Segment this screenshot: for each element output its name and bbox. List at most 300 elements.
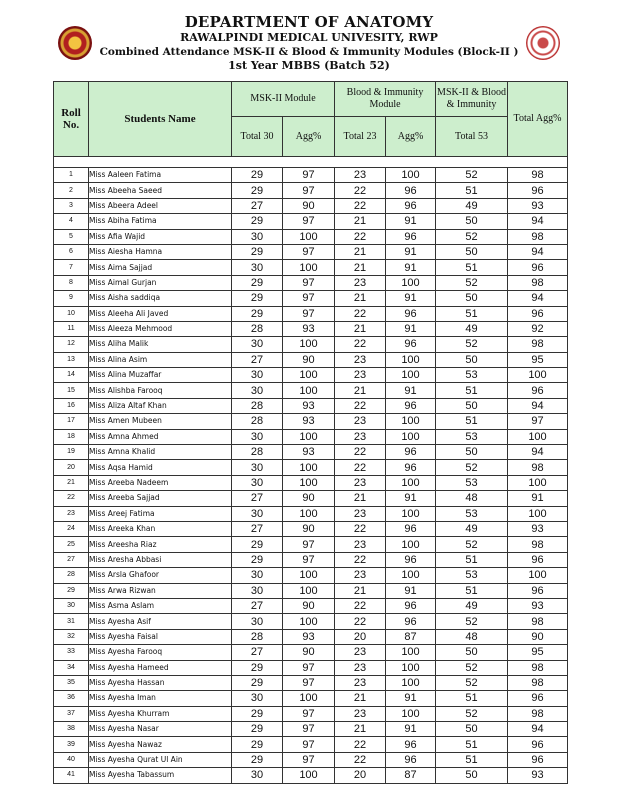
roll-cell: 11 [54, 321, 89, 336]
blood-agg-cell: 96 [386, 598, 436, 613]
blood-agg-cell: 96 [386, 198, 436, 213]
blood-agg-cell: 91 [386, 691, 436, 706]
table-row [54, 568, 568, 583]
blood-agg-cell: 96 [386, 521, 436, 536]
msk-agg-cell: 97 [283, 706, 335, 721]
blood-total-cell: 23 [335, 475, 386, 490]
roll-cell: 4 [54, 214, 89, 229]
roll-cell: 36 [54, 691, 89, 706]
blood-module-header: Blood & Immunity Module [335, 82, 436, 117]
msk-agg-cell: 97 [283, 306, 335, 321]
blood-agg-cell: 100 [386, 168, 436, 183]
msk-total-cell: 28 [232, 414, 283, 429]
combined-total-cell: 50 [436, 398, 508, 413]
student-name-cell: Miss Abeeha Saeed [89, 183, 232, 198]
msk-total-cell: 30 [232, 383, 283, 398]
combined-total-cell: 50 [436, 244, 508, 259]
msk-agg-cell: 100 [283, 506, 335, 521]
roll-cell: 23 [54, 506, 89, 521]
total-agg-cell: 96 [508, 752, 568, 767]
student-name-cell: Miss Aresha Abbasi [89, 552, 232, 567]
combined-total-cell: 48 [436, 629, 508, 644]
table-row [54, 598, 568, 613]
roll-cell: 28 [54, 568, 89, 583]
total-agg-cell: 100 [508, 475, 568, 490]
table-row [54, 337, 568, 352]
total-agg-cell: 98 [508, 675, 568, 690]
blood-agg-cell: 100 [386, 506, 436, 521]
combined-total-cell: 49 [436, 521, 508, 536]
attendance-table [53, 81, 568, 784]
blood-total-cell: 20 [335, 629, 386, 644]
msk-agg-cell: 100 [283, 229, 335, 244]
combined-module-header: MSK-II & Blood & Immunity [436, 82, 508, 117]
combined-total-cell: 51 [436, 183, 508, 198]
department-seal [526, 26, 560, 60]
table-row [54, 198, 568, 213]
student-name-cell: Miss Arsla Ghafoor [89, 568, 232, 583]
blood-agg-cell: 91 [386, 722, 436, 737]
student-name-cell: Miss Aisha saddiqa [89, 291, 232, 306]
combined-total-cell: 52 [436, 614, 508, 629]
msk-total-cell: 29 [232, 706, 283, 721]
table-row [54, 306, 568, 321]
roll-cell: 25 [54, 537, 89, 552]
msk-total-cell: 27 [232, 491, 283, 506]
msk-agg-cell: 100 [283, 260, 335, 275]
total-agg-cell: 96 [508, 306, 568, 321]
blood-total-cell: 20 [335, 768, 386, 783]
student-name-cell: Miss Amna Khalid [89, 445, 232, 460]
msk-total-cell: 27 [232, 645, 283, 660]
total-agg-cell: 91 [508, 491, 568, 506]
student-name-cell: Miss Aiesha Hamna [89, 244, 232, 259]
student-name-cell: Miss Aqsa Hamid [89, 460, 232, 475]
msk-total-cell: 29 [232, 722, 283, 737]
blood-total-cell: 23 [335, 537, 386, 552]
student-name-cell: Miss Areej Fatima [89, 506, 232, 521]
msk-total-cell: 29 [232, 306, 283, 321]
msk-agg-cell: 97 [283, 752, 335, 767]
msk-agg-cell: 97 [283, 214, 335, 229]
student-name-cell: Miss Aliha Malik [89, 337, 232, 352]
msk-total-cell: 27 [232, 352, 283, 367]
blood-agg-cell: 91 [386, 260, 436, 275]
blood-total-cell: 22 [335, 337, 386, 352]
blood-agg-cell: 96 [386, 337, 436, 352]
msk-agg-cell: 97 [283, 168, 335, 183]
total-agg-cell: 96 [508, 183, 568, 198]
table-row [54, 214, 568, 229]
msk-total-cell: 28 [232, 629, 283, 644]
combined-total-header: Total 53 [436, 117, 508, 157]
total-agg-cell: 98 [508, 168, 568, 183]
student-name-cell: Miss Afia Wajid [89, 229, 232, 244]
blood-agg-cell: 100 [386, 352, 436, 367]
msk-agg-cell: 100 [283, 475, 335, 490]
blood-total-cell: 23 [335, 368, 386, 383]
blood-agg-cell: 91 [386, 214, 436, 229]
msk-agg-cell: 93 [283, 445, 335, 460]
total-agg-cell: 94 [508, 445, 568, 460]
blood-total-cell: 23 [335, 352, 386, 367]
student-name-cell: Miss Alina Asim [89, 352, 232, 367]
msk-total-cell: 29 [232, 214, 283, 229]
attendance-subtitle: Combined Attendance MSK-II & Blood & Immunity Modules (Block-II ) [99, 46, 519, 58]
msk-total-cell: 27 [232, 198, 283, 213]
table-row [54, 414, 568, 429]
combined-total-cell: 51 [436, 552, 508, 567]
roll-cell: 40 [54, 752, 89, 767]
msk-agg-cell: 97 [283, 183, 335, 198]
total-agg-cell: 92 [508, 321, 568, 336]
msk-agg-cell: 93 [283, 629, 335, 644]
total-agg-cell: 97 [508, 414, 568, 429]
roll-cell: 33 [54, 645, 89, 660]
roll-cell: 16 [54, 398, 89, 413]
msk-total-cell: 28 [232, 321, 283, 336]
total-agg-cell: 98 [508, 460, 568, 475]
student-name-cell: Miss Amna Ahmed [89, 429, 232, 444]
msk-module-header: MSK-II Module [232, 82, 335, 117]
blood-agg-cell: 100 [386, 429, 436, 444]
msk-agg-cell: 90 [283, 352, 335, 367]
student-name-cell: Miss Aimal Gurjan [89, 275, 232, 290]
msk-agg-cell: 90 [283, 198, 335, 213]
blood-total-cell: 22 [335, 614, 386, 629]
blood-total-cell: 22 [335, 598, 386, 613]
roll-cell: 34 [54, 660, 89, 675]
roll-cell: 17 [54, 414, 89, 429]
blood-agg-cell: 96 [386, 614, 436, 629]
total-agg-cell: 95 [508, 352, 568, 367]
blood-total-cell: 22 [335, 398, 386, 413]
blood-total-cell: 23 [335, 275, 386, 290]
msk-total-cell: 29 [232, 675, 283, 690]
blood-agg-cell: 100 [386, 660, 436, 675]
attendance-rows [54, 157, 568, 784]
roll-cell: 27 [54, 552, 89, 567]
blood-total-cell: 21 [335, 214, 386, 229]
blood-total-cell: 22 [335, 229, 386, 244]
blood-total-cell: 21 [335, 691, 386, 706]
blood-total-cell: 23 [335, 675, 386, 690]
table-row [54, 383, 568, 398]
combined-total-cell: 52 [436, 229, 508, 244]
blood-agg-cell: 96 [386, 306, 436, 321]
student-name-cell: Miss Ayesha Iman [89, 691, 232, 706]
table-row [54, 645, 568, 660]
blood-total-cell: 23 [335, 429, 386, 444]
msk-agg-cell: 100 [283, 429, 335, 444]
msk-agg-cell: 100 [283, 460, 335, 475]
blood-total-cell: 22 [335, 306, 386, 321]
total-agg-cell: 98 [508, 660, 568, 675]
student-name-cell: Miss Ayesha Hameed [89, 660, 232, 675]
table-row [54, 398, 568, 413]
msk-agg-cell: 93 [283, 414, 335, 429]
department-title: DEPARTMENT OF ANATOMY [184, 13, 434, 31]
blood-total-cell: 23 [335, 706, 386, 721]
roll-no-header: Roll No. [54, 82, 89, 157]
msk-total-cell: 30 [232, 568, 283, 583]
combined-total-cell: 52 [436, 537, 508, 552]
total-agg-cell: 94 [508, 398, 568, 413]
msk-total-cell: 29 [232, 168, 283, 183]
blood-total-cell: 23 [335, 645, 386, 660]
msk-total-cell: 30 [232, 768, 283, 783]
blood-agg-cell: 100 [386, 475, 436, 490]
blood-total-cell: 21 [335, 244, 386, 259]
blood-total-cell: 22 [335, 198, 386, 213]
total-agg-cell: 100 [508, 368, 568, 383]
roll-cell: 7 [54, 260, 89, 275]
table-row [54, 244, 568, 259]
msk-total-cell: 29 [232, 537, 283, 552]
blood-total-cell: 21 [335, 583, 386, 598]
blood-agg-cell: 100 [386, 414, 436, 429]
blood-agg-cell: 87 [386, 629, 436, 644]
combined-total-cell: 51 [436, 414, 508, 429]
msk-total-cell: 29 [232, 183, 283, 198]
student-name-cell: Miss Ayesha Tabassum [89, 768, 232, 783]
roll-cell: 9 [54, 291, 89, 306]
combined-total-cell: 49 [436, 321, 508, 336]
combined-total-cell: 53 [436, 475, 508, 490]
msk-agg-cell: 100 [283, 768, 335, 783]
msk-total-cell: 29 [232, 660, 283, 675]
msk-agg-header: Agg% [283, 117, 335, 157]
msk-agg-cell: 90 [283, 598, 335, 613]
blood-total-header: Total 23 [335, 117, 386, 157]
table-row [54, 675, 568, 690]
table-row [54, 737, 568, 752]
student-name-cell: Miss Areeba Sajjad [89, 491, 232, 506]
table-row [54, 183, 568, 198]
roll-cell: 18 [54, 429, 89, 444]
roll-cell: 13 [54, 352, 89, 367]
students-name-header: Students Name [89, 82, 232, 157]
total-agg-cell: 98 [508, 537, 568, 552]
roll-cell: 1 [54, 168, 89, 183]
batch-label: 1st Year MBBS (Batch 52) [228, 59, 390, 72]
roll-cell: 19 [54, 445, 89, 460]
msk-agg-cell: 97 [283, 244, 335, 259]
blood-total-cell: 21 [335, 321, 386, 336]
total-agg-cell: 96 [508, 260, 568, 275]
blood-agg-cell: 91 [386, 321, 436, 336]
msk-agg-cell: 97 [283, 737, 335, 752]
msk-agg-cell: 90 [283, 491, 335, 506]
total-agg-cell: 100 [508, 429, 568, 444]
blood-total-cell: 21 [335, 491, 386, 506]
total-agg-cell: 95 [508, 645, 568, 660]
student-name-cell: Miss Areeka Khan [89, 521, 232, 536]
roll-cell: 15 [54, 383, 89, 398]
msk-agg-cell: 97 [283, 552, 335, 567]
combined-total-cell: 53 [436, 429, 508, 444]
combined-total-cell: 53 [436, 568, 508, 583]
roll-cell: 37 [54, 706, 89, 721]
student-name-cell: Miss Amen Mubeen [89, 414, 232, 429]
roll-cell: 24 [54, 521, 89, 536]
combined-total-cell: 52 [436, 460, 508, 475]
table-row [54, 537, 568, 552]
total-agg-cell: 96 [508, 583, 568, 598]
total-agg-cell: 94 [508, 291, 568, 306]
msk-agg-cell: 93 [283, 398, 335, 413]
blood-total-cell: 23 [335, 660, 386, 675]
table-row [54, 660, 568, 675]
blood-agg-cell: 87 [386, 768, 436, 783]
msk-agg-cell: 90 [283, 645, 335, 660]
total-agg-cell: 100 [508, 568, 568, 583]
student-name-cell: Miss Ayesha Hassan [89, 675, 232, 690]
table-row [54, 321, 568, 336]
msk-total-cell: 30 [232, 337, 283, 352]
blood-agg-cell: 100 [386, 275, 436, 290]
table-row [54, 491, 568, 506]
msk-agg-cell: 100 [283, 691, 335, 706]
total-agg-cell: 94 [508, 244, 568, 259]
header-spacer [54, 157, 568, 168]
roll-cell: 22 [54, 491, 89, 506]
msk-total-cell: 30 [232, 460, 283, 475]
blood-total-cell: 22 [335, 460, 386, 475]
student-name-cell: Miss Areeba Nadeem [89, 475, 232, 490]
blood-agg-cell: 100 [386, 645, 436, 660]
roll-cell: 2 [54, 183, 89, 198]
total-agg-cell: 93 [508, 768, 568, 783]
combined-total-cell: 52 [436, 675, 508, 690]
student-name-cell: Miss Ayesha Nawaz [89, 737, 232, 752]
msk-total-cell: 30 [232, 475, 283, 490]
blood-total-cell: 22 [335, 445, 386, 460]
blood-total-cell: 21 [335, 722, 386, 737]
total-agg-cell: 100 [508, 506, 568, 521]
combined-total-cell: 52 [436, 660, 508, 675]
msk-agg-cell: 100 [283, 614, 335, 629]
msk-total-cell: 30 [232, 614, 283, 629]
university-logo [58, 26, 92, 60]
blood-total-cell: 23 [335, 168, 386, 183]
total-agg-cell: 96 [508, 552, 568, 567]
total-agg-cell: 98 [508, 337, 568, 352]
student-name-cell: Miss Alishba Farooq [89, 383, 232, 398]
combined-total-cell: 52 [436, 337, 508, 352]
table-row [54, 722, 568, 737]
total-agg-cell: 96 [508, 383, 568, 398]
roll-cell: 29 [54, 583, 89, 598]
table-row [54, 521, 568, 536]
msk-agg-cell: 93 [283, 321, 335, 336]
blood-agg-cell: 100 [386, 706, 436, 721]
student-name-cell: Miss Aleeza Mehmood [89, 321, 232, 336]
msk-total-cell: 28 [232, 445, 283, 460]
table-row [54, 260, 568, 275]
msk-agg-cell: 90 [283, 521, 335, 536]
student-name-cell: Miss Ayesha Asif [89, 614, 232, 629]
student-name-cell: Miss Ayesha Khurram [89, 706, 232, 721]
student-name-cell: Miss Areesha Riaz [89, 537, 232, 552]
roll-cell: 8 [54, 275, 89, 290]
roll-cell: 5 [54, 229, 89, 244]
roll-cell: 12 [54, 337, 89, 352]
msk-total-cell: 29 [232, 291, 283, 306]
blood-agg-cell: 96 [386, 460, 436, 475]
roll-cell: 32 [54, 629, 89, 644]
roll-cell: 31 [54, 614, 89, 629]
combined-total-cell: 52 [436, 706, 508, 721]
blood-total-cell: 22 [335, 752, 386, 767]
blood-total-cell: 21 [335, 291, 386, 306]
msk-total-cell: 30 [232, 368, 283, 383]
blood-agg-cell: 96 [386, 752, 436, 767]
table-row [54, 583, 568, 598]
msk-agg-cell: 100 [283, 337, 335, 352]
blood-agg-cell: 100 [386, 568, 436, 583]
blood-agg-header: Agg% [386, 117, 436, 157]
msk-agg-cell: 97 [283, 291, 335, 306]
total-agg-cell: 96 [508, 691, 568, 706]
student-name-cell: Miss Alina Muzaffar [89, 368, 232, 383]
msk-total-cell: 29 [232, 552, 283, 567]
blood-total-cell: 22 [335, 521, 386, 536]
roll-cell: 41 [54, 768, 89, 783]
student-name-cell: Miss Abeera Adeel [89, 198, 232, 213]
combined-total-cell: 49 [436, 598, 508, 613]
blood-total-cell: 23 [335, 414, 386, 429]
combined-total-cell: 51 [436, 306, 508, 321]
roll-cell: 38 [54, 722, 89, 737]
total-agg-cell: 94 [508, 214, 568, 229]
roll-cell: 3 [54, 198, 89, 213]
msk-total-header: Total 30 [232, 117, 283, 157]
total-agg-cell: 98 [508, 229, 568, 244]
roll-cell: 39 [54, 737, 89, 752]
combined-total-cell: 51 [436, 383, 508, 398]
roll-cell: 6 [54, 244, 89, 259]
table-row [54, 429, 568, 444]
table-row [54, 768, 568, 783]
blood-agg-cell: 96 [386, 445, 436, 460]
roll-cell: 10 [54, 306, 89, 321]
total-agg-cell: 96 [508, 737, 568, 752]
total-agg-cell: 94 [508, 722, 568, 737]
msk-agg-cell: 100 [283, 568, 335, 583]
msk-total-cell: 27 [232, 521, 283, 536]
combined-total-cell: 51 [436, 691, 508, 706]
msk-agg-cell: 100 [283, 368, 335, 383]
combined-total-cell: 52 [436, 168, 508, 183]
table-row [54, 229, 568, 244]
table-row [54, 460, 568, 475]
blood-agg-cell: 91 [386, 583, 436, 598]
msk-agg-cell: 97 [283, 675, 335, 690]
msk-total-cell: 30 [232, 229, 283, 244]
student-name-cell: Miss Ayesha Faisal [89, 629, 232, 644]
msk-total-cell: 29 [232, 752, 283, 767]
msk-agg-cell: 97 [283, 537, 335, 552]
blood-total-cell: 23 [335, 568, 386, 583]
combined-total-cell: 49 [436, 198, 508, 213]
blood-total-cell: 22 [335, 737, 386, 752]
combined-total-cell: 50 [436, 768, 508, 783]
combined-total-cell: 53 [436, 368, 508, 383]
table-row [54, 368, 568, 383]
combined-total-cell: 48 [436, 491, 508, 506]
msk-total-cell: 30 [232, 506, 283, 521]
